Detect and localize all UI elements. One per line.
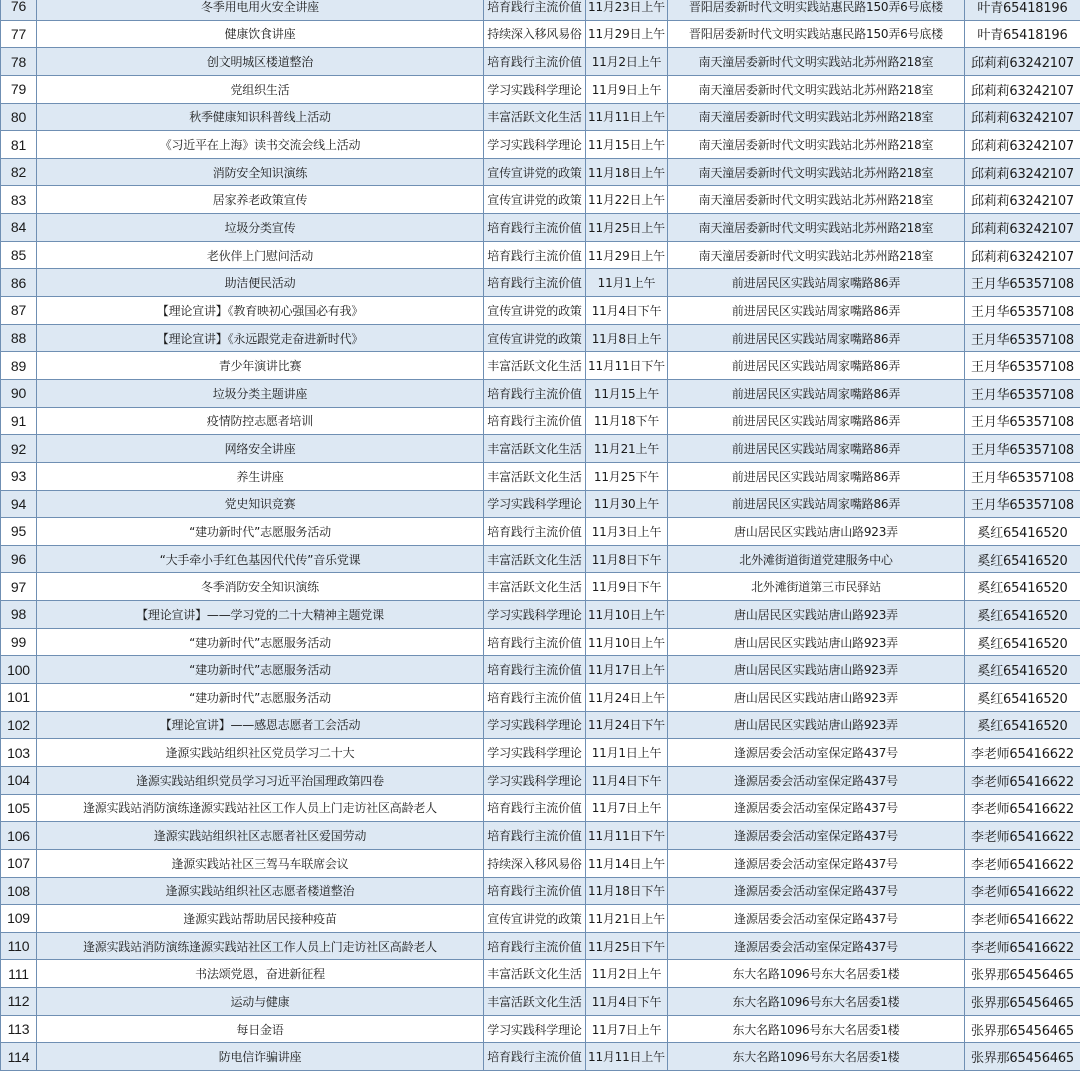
row-number-cell: 84 <box>1 214 37 242</box>
row-number-cell: 97 <box>1 573 37 601</box>
contact-cell: 奚红65416520 <box>965 601 1080 629</box>
category-cell: 丰富活跃文化生活 <box>484 103 586 131</box>
contact-cell: 张界那65456465 <box>965 1043 1080 1071</box>
date-time-cell: 11月2日上午 <box>586 48 668 76</box>
row-number-cell: 103 <box>1 739 37 767</box>
activity-name-cell: 防电信诈骗讲座 <box>37 1043 484 1071</box>
category-cell: 宣传宣讲党的政策 <box>484 158 586 186</box>
table-row <box>1 766 1080 794</box>
location-cell: 南天潼居委新时代文明实践站北苏州路218室 <box>668 48 965 76</box>
row-number-cell: 78 <box>1 48 37 76</box>
activity-name-cell: “建功新时代”志愿服务活动 <box>37 656 484 684</box>
category-cell: 培育践行主流价值 <box>484 48 586 76</box>
activity-name-cell: 党史知识竞赛 <box>37 490 484 518</box>
location-cell: 南天潼居委新时代文明实践站北苏州路218室 <box>668 75 965 103</box>
activity-name-cell: 逢源实践站消防演练逢源实践站社区工作人员上门走访社区高龄老人 <box>37 932 484 960</box>
table-row <box>1 407 1080 435</box>
table-row <box>1 628 1080 656</box>
location-cell: 逢源居委会活动室保定路437号 <box>668 877 965 905</box>
row-number-cell: 107 <box>1 849 37 877</box>
table-row <box>1 849 1080 877</box>
date-time-cell: 11月18日上午 <box>586 158 668 186</box>
contact-cell: 奚红65416520 <box>965 628 1080 656</box>
category-cell: 培育践行主流价值 <box>484 214 586 242</box>
location-cell: 前进居民区实践站周家嘴路86弄 <box>668 379 965 407</box>
table-row <box>1 462 1080 490</box>
category-cell: 持续深入移风易俗 <box>484 849 586 877</box>
row-number-cell: 86 <box>1 269 37 297</box>
activity-name-cell: 消防安全知识演练 <box>37 158 484 186</box>
activity-name-cell: “建功新时代”志愿服务活动 <box>37 684 484 712</box>
activity-name-cell: 老伙伴上门慰问活动 <box>37 241 484 269</box>
location-cell: 前进居民区实践站周家嘴路86弄 <box>668 297 965 325</box>
category-cell: 学习实践科学理论 <box>484 1015 586 1043</box>
category-cell: 丰富活跃文化生活 <box>484 462 586 490</box>
table-row <box>1 711 1080 739</box>
date-time-cell: 11月10日上午 <box>586 628 668 656</box>
location-cell: 东大名路1096号东大名居委1楼 <box>668 1015 965 1043</box>
activity-name-cell: 养生讲座 <box>37 462 484 490</box>
date-time-cell: 11月15日上午 <box>586 131 668 159</box>
table-row <box>1 960 1080 988</box>
date-time-cell: 11月17日上午 <box>586 656 668 684</box>
contact-cell: 张界那65456465 <box>965 988 1080 1016</box>
table-row <box>1 0 1080 20</box>
activity-name-cell: “大手牵小手红色基因代代传”音乐党课 <box>37 545 484 573</box>
activity-name-cell: 助洁便民活动 <box>37 269 484 297</box>
location-cell: 前进居民区实践站周家嘴路86弄 <box>668 324 965 352</box>
location-cell: 逢源居委会活动室保定路437号 <box>668 794 965 822</box>
table-row <box>1 103 1080 131</box>
row-number-cell: 105 <box>1 794 37 822</box>
category-cell: 丰富活跃文化生活 <box>484 545 586 573</box>
location-cell: 唐山居民区实践站唐山路923弄 <box>668 711 965 739</box>
contact-cell: 王月华65357108 <box>965 435 1080 463</box>
contact-cell: 王月华65357108 <box>965 490 1080 518</box>
row-number-cell: 101 <box>1 684 37 712</box>
location-cell: 逢源居委会活动室保定路437号 <box>668 905 965 933</box>
date-time-cell: 11月29日上午 <box>586 20 668 48</box>
activity-name-cell: 居家养老政策宣传 <box>37 186 484 214</box>
table-row <box>1 684 1080 712</box>
date-time-cell: 11月7日上午 <box>586 794 668 822</box>
location-cell: 南天潼居委新时代文明实践站北苏州路218室 <box>668 103 965 131</box>
contact-cell: 王月华65357108 <box>965 297 1080 325</box>
row-number-cell: 110 <box>1 932 37 960</box>
table-row <box>1 1015 1080 1043</box>
date-time-cell: 11月24日上午 <box>586 684 668 712</box>
category-cell: 丰富活跃文化生活 <box>484 435 586 463</box>
category-cell: 培育践行主流价值 <box>484 407 586 435</box>
activity-name-cell: 党组织生活 <box>37 75 484 103</box>
location-cell: 唐山居民区实践站唐山路923弄 <box>668 684 965 712</box>
date-time-cell: 11月24日下午 <box>586 711 668 739</box>
contact-cell: 王月华65357108 <box>965 352 1080 380</box>
location-cell: 东大名路1096号东大名居委1楼 <box>668 960 965 988</box>
date-time-cell: 11月25日下午 <box>586 932 668 960</box>
location-cell: 东大名路1096号东大名居委1楼 <box>668 988 965 1016</box>
activity-name-cell: 【理论宣讲】——感恩志愿者工会活动 <box>37 711 484 739</box>
table-row <box>1 573 1080 601</box>
date-time-cell: 11月15上午 <box>586 379 668 407</box>
table-row <box>1 518 1080 546</box>
contact-cell: 李老师65416622 <box>965 822 1080 850</box>
row-number-cell: 114 <box>1 1043 37 1071</box>
row-number-cell: 81 <box>1 131 37 159</box>
category-cell: 宣传宣讲党的政策 <box>484 905 586 933</box>
date-time-cell: 11月7日上午 <box>586 1015 668 1043</box>
date-time-cell: 11月21上午 <box>586 435 668 463</box>
table-row <box>1 75 1080 103</box>
table-row <box>1 932 1080 960</box>
contact-cell: 李老师65416622 <box>965 849 1080 877</box>
category-cell: 丰富活跃文化生活 <box>484 573 586 601</box>
table-row <box>1 186 1080 214</box>
table-row <box>1 379 1080 407</box>
category-cell: 学习实践科学理论 <box>484 766 586 794</box>
row-number-cell: 90 <box>1 379 37 407</box>
location-cell: 南天潼居委新时代文明实践站北苏州路218室 <box>668 158 965 186</box>
location-cell: 逢源居委会活动室保定路437号 <box>668 849 965 877</box>
date-time-cell: 11月4日下午 <box>586 766 668 794</box>
table-row <box>1 794 1080 822</box>
location-cell: 东大名路1096号东大名居委1楼 <box>668 1043 965 1071</box>
category-cell: 学习实践科学理论 <box>484 75 586 103</box>
row-number-cell: 88 <box>1 324 37 352</box>
table-row <box>1 490 1080 518</box>
contact-cell: 张界那65456465 <box>965 960 1080 988</box>
category-cell: 宣传宣讲党的政策 <box>484 324 586 352</box>
category-cell: 丰富活跃文化生活 <box>484 960 586 988</box>
activity-name-cell: 逢源实践站组织社区志愿者楼道整治 <box>37 877 484 905</box>
category-cell: 培育践行主流价值 <box>484 822 586 850</box>
contact-cell: 奚红65416520 <box>965 684 1080 712</box>
date-time-cell: 11月4日下午 <box>586 297 668 325</box>
activity-name-cell: 垃圾分类宣传 <box>37 214 484 242</box>
contact-cell: 叶青65418196 <box>965 0 1080 20</box>
activity-name-cell: 逢源实践站组织党员学习习近平治国理政第四卷 <box>37 766 484 794</box>
activity-name-cell: 逢源实践站组织社区志愿者社区爱国劳动 <box>37 822 484 850</box>
date-time-cell: 11月9日上午 <box>586 75 668 103</box>
table-row <box>1 822 1080 850</box>
date-time-cell: 11月23日上午 <box>586 0 668 20</box>
category-cell: 学习实践科学理论 <box>484 490 586 518</box>
date-time-cell: 11月18日下午 <box>586 877 668 905</box>
contact-cell: 王月华65357108 <box>965 269 1080 297</box>
date-time-cell: 11月11日上午 <box>586 103 668 131</box>
contact-cell: 李老师65416622 <box>965 766 1080 794</box>
location-cell: 前进居民区实践站周家嘴路86弄 <box>668 269 965 297</box>
activity-name-cell: 【理论宣讲】《教育映初心强国必有我》 <box>37 297 484 325</box>
date-time-cell: 11月11日下午 <box>586 822 668 850</box>
contact-cell: 邱莉莉63242107 <box>965 214 1080 242</box>
activity-name-cell: 秋季健康知识科普线上活动 <box>37 103 484 131</box>
table-row <box>1 48 1080 76</box>
table-row <box>1 241 1080 269</box>
category-cell: 学习实践科学理论 <box>484 601 586 629</box>
date-time-cell: 11月11日下午 <box>586 352 668 380</box>
activity-name-cell: 书法颂党恩，奋进新征程 <box>37 960 484 988</box>
row-number-cell: 77 <box>1 20 37 48</box>
contact-cell: 王月华65357108 <box>965 407 1080 435</box>
date-time-cell: 11月25下午 <box>586 462 668 490</box>
date-time-cell: 11月10日上午 <box>586 601 668 629</box>
category-cell: 持续深入移风易俗 <box>484 20 586 48</box>
contact-cell: 奚红65416520 <box>965 656 1080 684</box>
category-cell: 培育践行主流价值 <box>484 241 586 269</box>
date-time-cell: 11月25日上午 <box>586 214 668 242</box>
table-row <box>1 214 1080 242</box>
contact-cell: 李老师65416622 <box>965 794 1080 822</box>
row-number-cell: 83 <box>1 186 37 214</box>
location-cell: 逢源居委会活动室保定路437号 <box>668 766 965 794</box>
category-cell: 培育践行主流价值 <box>484 877 586 905</box>
row-number-cell: 82 <box>1 158 37 186</box>
date-time-cell: 11月9日下午 <box>586 573 668 601</box>
location-cell: 前进居民区实践站周家嘴路86弄 <box>668 435 965 463</box>
date-time-cell: 11月22日上午 <box>586 186 668 214</box>
date-time-cell: 11月8日上午 <box>586 324 668 352</box>
contact-cell: 王月华65357108 <box>965 324 1080 352</box>
contact-cell: 奚红65416520 <box>965 711 1080 739</box>
row-number-cell: 106 <box>1 822 37 850</box>
contact-cell: 邱莉莉63242107 <box>965 48 1080 76</box>
contact-cell: 邱莉莉63242107 <box>965 75 1080 103</box>
row-number-cell: 113 <box>1 1015 37 1043</box>
row-number-cell: 76 <box>1 0 37 20</box>
activity-name-cell: 《习近平在上海》读书交流会线上活动 <box>37 131 484 159</box>
date-time-cell: 11月8日下午 <box>586 545 668 573</box>
table-row <box>1 656 1080 684</box>
category-cell: 宣传宣讲党的政策 <box>484 297 586 325</box>
date-time-cell: 11月1上午 <box>586 269 668 297</box>
contact-cell: 邱莉莉63242107 <box>965 131 1080 159</box>
contact-cell: 张界那65456465 <box>965 1015 1080 1043</box>
table-row <box>1 435 1080 463</box>
row-number-cell: 91 <box>1 407 37 435</box>
row-number-cell: 111 <box>1 960 37 988</box>
category-cell: 培育践行主流价值 <box>484 932 586 960</box>
activity-name-cell: 【理论宣讲】《永远跟党走奋进新时代》 <box>37 324 484 352</box>
date-time-cell: 11月30上午 <box>586 490 668 518</box>
category-cell: 丰富活跃文化生活 <box>484 352 586 380</box>
table-row <box>1 988 1080 1016</box>
activity-name-cell: 每日金语 <box>37 1015 484 1043</box>
table-row <box>1 352 1080 380</box>
location-cell: 南天潼居委新时代文明实践站北苏州路218室 <box>668 131 965 159</box>
category-cell: 丰富活跃文化生活 <box>484 988 586 1016</box>
row-number-cell: 104 <box>1 766 37 794</box>
category-cell: 学习实践科学理论 <box>484 711 586 739</box>
row-number-cell: 102 <box>1 711 37 739</box>
activity-name-cell: “建功新时代”志愿服务活动 <box>37 628 484 656</box>
table-row <box>1 297 1080 325</box>
activity-name-cell: 逢源实践站组织社区党员学习二十大 <box>37 739 484 767</box>
contact-cell: 王月华65357108 <box>965 462 1080 490</box>
category-cell: 培育践行主流价值 <box>484 1043 586 1071</box>
category-cell: 培育践行主流价值 <box>484 269 586 297</box>
contact-cell: 奚红65416520 <box>965 518 1080 546</box>
row-number-cell: 95 <box>1 518 37 546</box>
category-cell: 培育践行主流价值 <box>484 684 586 712</box>
location-cell: 晋阳居委新时代文明实践站惠民路150弄6号底楼 <box>668 20 965 48</box>
activity-name-cell: 逢源实践站消防演练逢源实践站社区工作人员上门走访社区高龄老人 <box>37 794 484 822</box>
location-cell: 晋阳居委新时代文明实践站惠民路150弄6号底楼 <box>668 0 965 20</box>
activity-name-cell: 逢源实践站帮助居民接种疫苗 <box>37 905 484 933</box>
row-number-cell: 98 <box>1 601 37 629</box>
activity-name-cell: 创文明城区楼道整治 <box>37 48 484 76</box>
location-cell: 南天潼居委新时代文明实践站北苏州路218室 <box>668 241 965 269</box>
location-cell: 南天潼居委新时代文明实践站北苏州路218室 <box>668 186 965 214</box>
location-cell: 逢源居委会活动室保定路437号 <box>668 739 965 767</box>
table-row <box>1 131 1080 159</box>
category-cell: 宣传宣讲党的政策 <box>484 186 586 214</box>
contact-cell: 邱莉莉63242107 <box>965 158 1080 186</box>
location-cell: 北外滩街道街道党建服务中心 <box>668 545 965 573</box>
date-time-cell: 11月4日下午 <box>586 988 668 1016</box>
activity-name-cell: 冬季用电用火安全讲座 <box>37 0 484 20</box>
contact-cell: 李老师65416622 <box>965 905 1080 933</box>
category-cell: 培育践行主流价值 <box>484 628 586 656</box>
table-row <box>1 269 1080 297</box>
location-cell: 唐山居民区实践站唐山路923弄 <box>668 601 965 629</box>
contact-cell: 邱莉莉63242107 <box>965 103 1080 131</box>
date-time-cell: 11月29日上午 <box>586 241 668 269</box>
row-number-cell: 80 <box>1 103 37 131</box>
row-number-cell: 96 <box>1 545 37 573</box>
row-number-cell: 85 <box>1 241 37 269</box>
activity-name-cell: 【理论宣讲】——学习党的二十大精神主题党课 <box>37 601 484 629</box>
activity-name-cell: 垃圾分类主题讲座 <box>37 379 484 407</box>
location-cell: 唐山居民区实践站唐山路923弄 <box>668 656 965 684</box>
location-cell: 前进居民区实践站周家嘴路86弄 <box>668 490 965 518</box>
activity-name-cell: 青少年演讲比赛 <box>37 352 484 380</box>
row-number-cell: 92 <box>1 435 37 463</box>
category-cell: 培育践行主流价值 <box>484 794 586 822</box>
activity-name-cell: 网络安全讲座 <box>37 435 484 463</box>
location-cell: 南天潼居委新时代文明实践站北苏州路218室 <box>668 214 965 242</box>
table-row <box>1 20 1080 48</box>
category-cell: 学习实践科学理论 <box>484 131 586 159</box>
date-time-cell: 11月14日上午 <box>586 849 668 877</box>
category-cell: 培育践行主流价值 <box>484 379 586 407</box>
date-time-cell: 11月3日上午 <box>586 518 668 546</box>
location-cell: 逢源居委会活动室保定路437号 <box>668 822 965 850</box>
contact-cell: 奚红65416520 <box>965 545 1080 573</box>
table-row <box>1 739 1080 767</box>
activity-name-cell: 冬季消防安全知识演练 <box>37 573 484 601</box>
row-number-cell: 100 <box>1 656 37 684</box>
category-cell: 培育践行主流价值 <box>484 0 586 20</box>
date-time-cell: 11月21日上午 <box>586 905 668 933</box>
location-cell: 唐山居民区实践站唐山路923弄 <box>668 518 965 546</box>
row-number-cell: 79 <box>1 75 37 103</box>
category-cell: 培育践行主流价值 <box>484 656 586 684</box>
activity-name-cell: 逢源实践站社区三驾马车联席会议 <box>37 849 484 877</box>
table-body <box>1 0 1080 1070</box>
date-time-cell: 11月1日上午 <box>586 739 668 767</box>
contact-cell: 李老师65416622 <box>965 739 1080 767</box>
date-time-cell: 11月2日上午 <box>586 960 668 988</box>
row-number-cell: 94 <box>1 490 37 518</box>
date-time-cell: 11月11日上午 <box>586 1043 668 1071</box>
row-number-cell: 109 <box>1 905 37 933</box>
row-number-cell: 99 <box>1 628 37 656</box>
row-number-cell: 112 <box>1 988 37 1016</box>
activity-name-cell: 疫情防控志愿者培训 <box>37 407 484 435</box>
contact-cell: 李老师65416622 <box>965 877 1080 905</box>
location-cell: 前进居民区实践站周家嘴路86弄 <box>668 462 965 490</box>
table-row <box>1 1043 1080 1071</box>
location-cell: 前进居民区实践站周家嘴路86弄 <box>668 352 965 380</box>
activity-name-cell: 健康饮食讲座 <box>37 20 484 48</box>
location-cell: 逢源居委会活动室保定路437号 <box>668 932 965 960</box>
location-cell: 前进居民区实践站周家嘴路86弄 <box>668 407 965 435</box>
row-number-cell: 89 <box>1 352 37 380</box>
row-number-cell: 87 <box>1 297 37 325</box>
contact-cell: 邱莉莉63242107 <box>965 241 1080 269</box>
contact-cell: 王月华65357108 <box>965 379 1080 407</box>
contact-cell: 叶青65418196 <box>965 20 1080 48</box>
activity-name-cell: “建功新时代”志愿服务活动 <box>37 518 484 546</box>
activity-name-cell: 运动与健康 <box>37 988 484 1016</box>
location-cell: 唐山居民区实践站唐山路923弄 <box>668 628 965 656</box>
date-time-cell: 11月18下午 <box>586 407 668 435</box>
table-row <box>1 324 1080 352</box>
row-number-cell: 108 <box>1 877 37 905</box>
row-number-cell: 93 <box>1 462 37 490</box>
table-row <box>1 877 1080 905</box>
contact-cell: 奚红65416520 <box>965 573 1080 601</box>
table-row <box>1 158 1080 186</box>
table-row <box>1 905 1080 933</box>
table-row <box>1 545 1080 573</box>
category-cell: 学习实践科学理论 <box>484 739 586 767</box>
location-cell: 北外滩街道第三市民驿站 <box>668 573 965 601</box>
category-cell: 培育践行主流价值 <box>484 518 586 546</box>
table-row <box>1 601 1080 629</box>
contact-cell: 邱莉莉63242107 <box>965 186 1080 214</box>
contact-cell: 李老师65416622 <box>965 932 1080 960</box>
